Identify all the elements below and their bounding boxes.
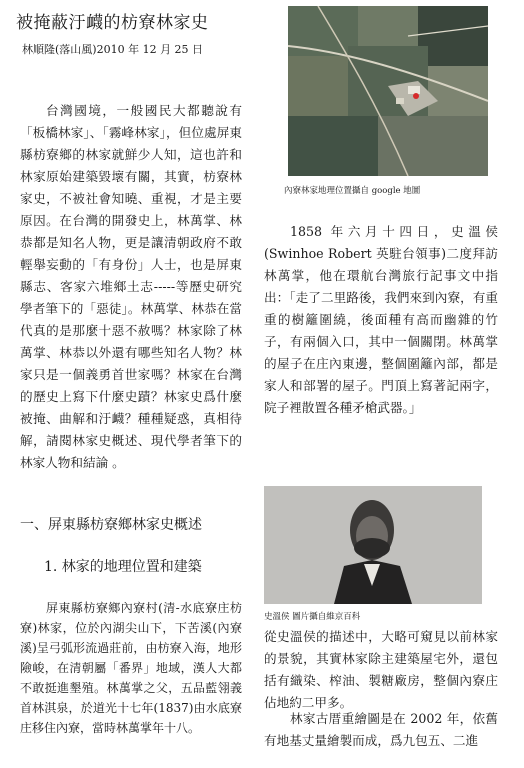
article-byline: 林順隆(落山風)2010 年 12 月 25 日: [22, 43, 204, 56]
intro-text: 台灣國境，一般國民大都聽說有「板橋林家」、「霧峰林家」，但位處屏東縣枋寮鄉的林家就鮮少人知，這也許和林家原始建築毀壞有關，其實，枋寮林家史，不被社會知曉、重視，才是主要原因。在台灣的開發史上，林萬掌、林恭都是知名人物，更是讓清朝政府不敢輕舉妄動的「有身份」人士，也是屏東縣志、客家六堆鄉土志-----等歷史研究學者筆下的「惡徒」。林萬掌、林恭在當代真的是那麼十惡不赦嗎？林家除了林萬掌、林恭以外還有哪些知名人物？林家只是一個義勇首世家嗎？林家在台灣的歷史上寫下什麼史蹟？林家史爲什麼被掩、曲解和汙衊？種種疑惑，真相待解，請閱林家史概述、現代學者筆下的林家人物和結論 。: [20, 103, 242, 470]
satellite-map-image: [288, 6, 488, 176]
portrait-photo: [264, 486, 482, 604]
swinhoe-paragraph: [264, 221, 498, 419]
swinhoe-text: 1858 年六月十四日，史溫侯(Swinhoe Robert 英駐台領事)二度拜訪林萬掌，他在環航台灣旅行記事文中指出：「走了二里路後，我們來到內寮，有重重的樹籬圍繞，後面種有高而幽雜的竹子，有兩個入口，其中一個關閉。林萬掌的屋子在庄內東邊，整個圍籬內部，都是家人和部署的屋子。門頂上寫著記兩字，院子裡散置各種矛槍武器。」: [264, 224, 498, 415]
geography-text: 屏東縣枋寮鄉內寮村(清-水底寮庄枋寮)林家，位於內湖尖山下，下苦溪(內寮溪)呈弓弧形流過莊前，由枋寮入海，地形險峻，在清朝屬「番界」地域，漢人大都不敢挺進墾殖。林萬掌之父，五品藍翎義首林淇泉，於道光十七年(1837)由水底寮庄移住內寮，當時林萬掌年十八。: [20, 601, 242, 735]
article-title: 被掩蔽汙衊的枋寮林家史: [16, 13, 209, 33]
continuation-paragraph: [264, 626, 498, 714]
drawing-text: 林家古厝重繪圖是在 2002 年，依舊有地基丈量繪製而成，爲九包五、二進: [264, 711, 498, 748]
section-heading: 一、屏東縣枋寮鄉林家史概述: [20, 517, 202, 533]
map-caption: 內寮林家地理位置攝自 google 地圖: [284, 186, 421, 196]
continuation-text: 從史溫侯的描述中，大略可窺見以前林家的景貌，其實林家除主建築屋宅外，還包括有織染、榨油、製糖廠房，整個內寮庄佔地約二甲多。: [264, 629, 498, 710]
geography-paragraph: [20, 586, 242, 750]
drawing-paragraph: [264, 708, 498, 752]
photo-caption: 史溫侯 圖片攝自維京百科: [264, 612, 361, 622]
intro-paragraph: [20, 100, 242, 474]
subsection-heading: 1. 林家的地理位置和建築: [44, 559, 202, 575]
